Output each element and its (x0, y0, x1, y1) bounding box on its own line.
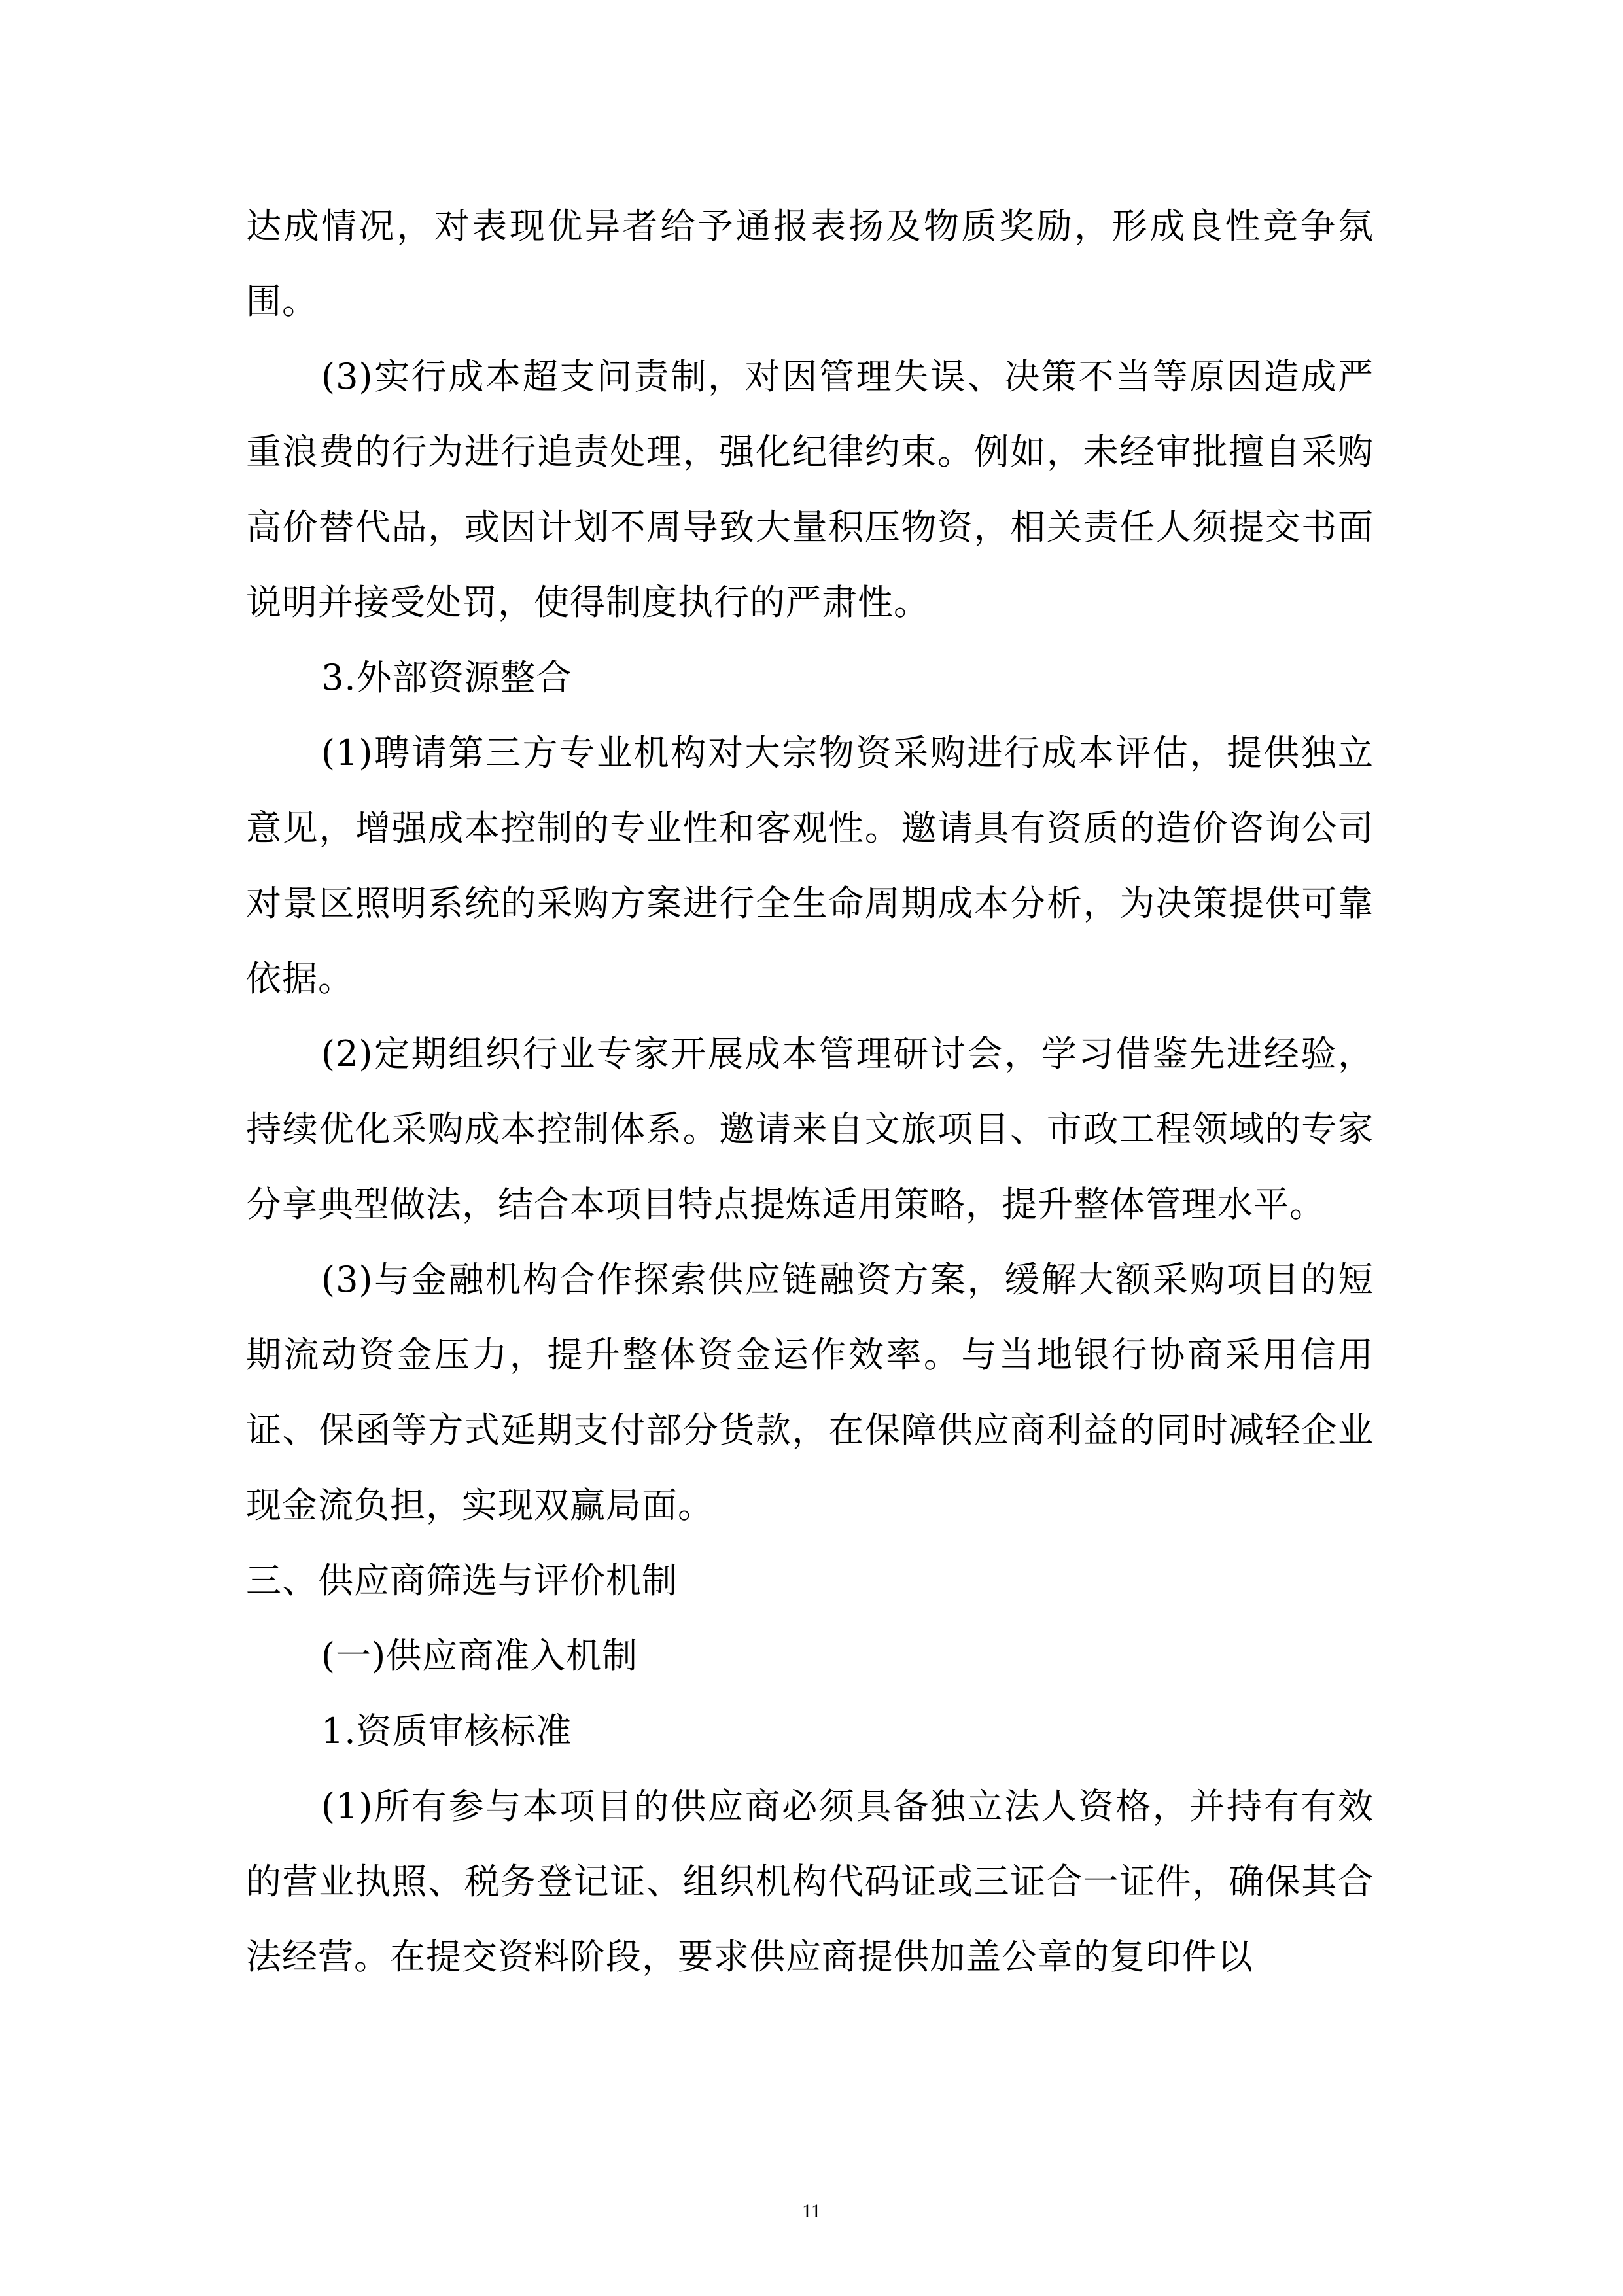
document-body (246, 188, 1374, 1994)
paragraph-legal-qualification: (1)所有参与本项目的供应商必须具备独立法人资格，并持有有效的营业执照、税务登记证、组织机构代码证或三证合一证件，确保其合法经营。在提交资料阶段，要求供应商提供加盖公章的复印件以 (246, 1786, 1374, 1977)
subheading-qualification-standard: 1.资质审核标准 (321, 1710, 572, 1752)
paragraph-third-party-evaluation: (1)聘请第三方专业机构对大宗物资采购进行成本评估，提供独立意见，增强成本控制的专业性和客观性。邀请具有资质的造价咨询公司对景区照明系统的采购方案进行全生命周期成本分析，为决策提供可靠依据。 (246, 732, 1374, 999)
paragraph-cost-overrun-accountability: (3)实行成本超支问责制，对因管理失误、决策不当等原因造成严重浪费的行为进行追责处理，强化纪律约束。例如，未经审批擅自采购高价替代品，或因计划不周导致大量积压物资，相关责任人须提交书面说明并接受处罚，使得制度执行的严肃性。 (246, 356, 1374, 623)
subheading-external-resources: 3.外部资源整合 (321, 657, 572, 698)
paragraph-award-conclusion: 达成情况，对表现优异者给予通报表扬及物质奖励，形成良性竞争氛围。 (246, 205, 1374, 322)
page-number: 11 (802, 2200, 821, 2222)
paragraph-expert-seminar: (2)定期组织行业专家开展成本管理研讨会，学习借鉴先进经验，持续优化采购成本控制体系。邀请来自文旅项目、市政工程领域的专家分享典型做法，结合本项目特点提炼适用策略，提升整体管理水平。 (246, 1033, 1374, 1225)
paragraph-supply-chain-finance: (3)与金融机构合作探索供应链融资方案，缓解大额采购项目的短期流动资金压力，提升整体资金运作效率。与当地银行协商采用信用证、保函等方式延期支付部分货款，在保障供应商利益的同时减轻企业现金流负担，实现双赢局面。 (246, 1259, 1374, 1526)
section-heading-supplier-selection: 三、供应商筛选与评价机制 (246, 1560, 678, 1601)
subheading-supplier-admission: (一)供应商准入机制 (321, 1635, 638, 1676)
